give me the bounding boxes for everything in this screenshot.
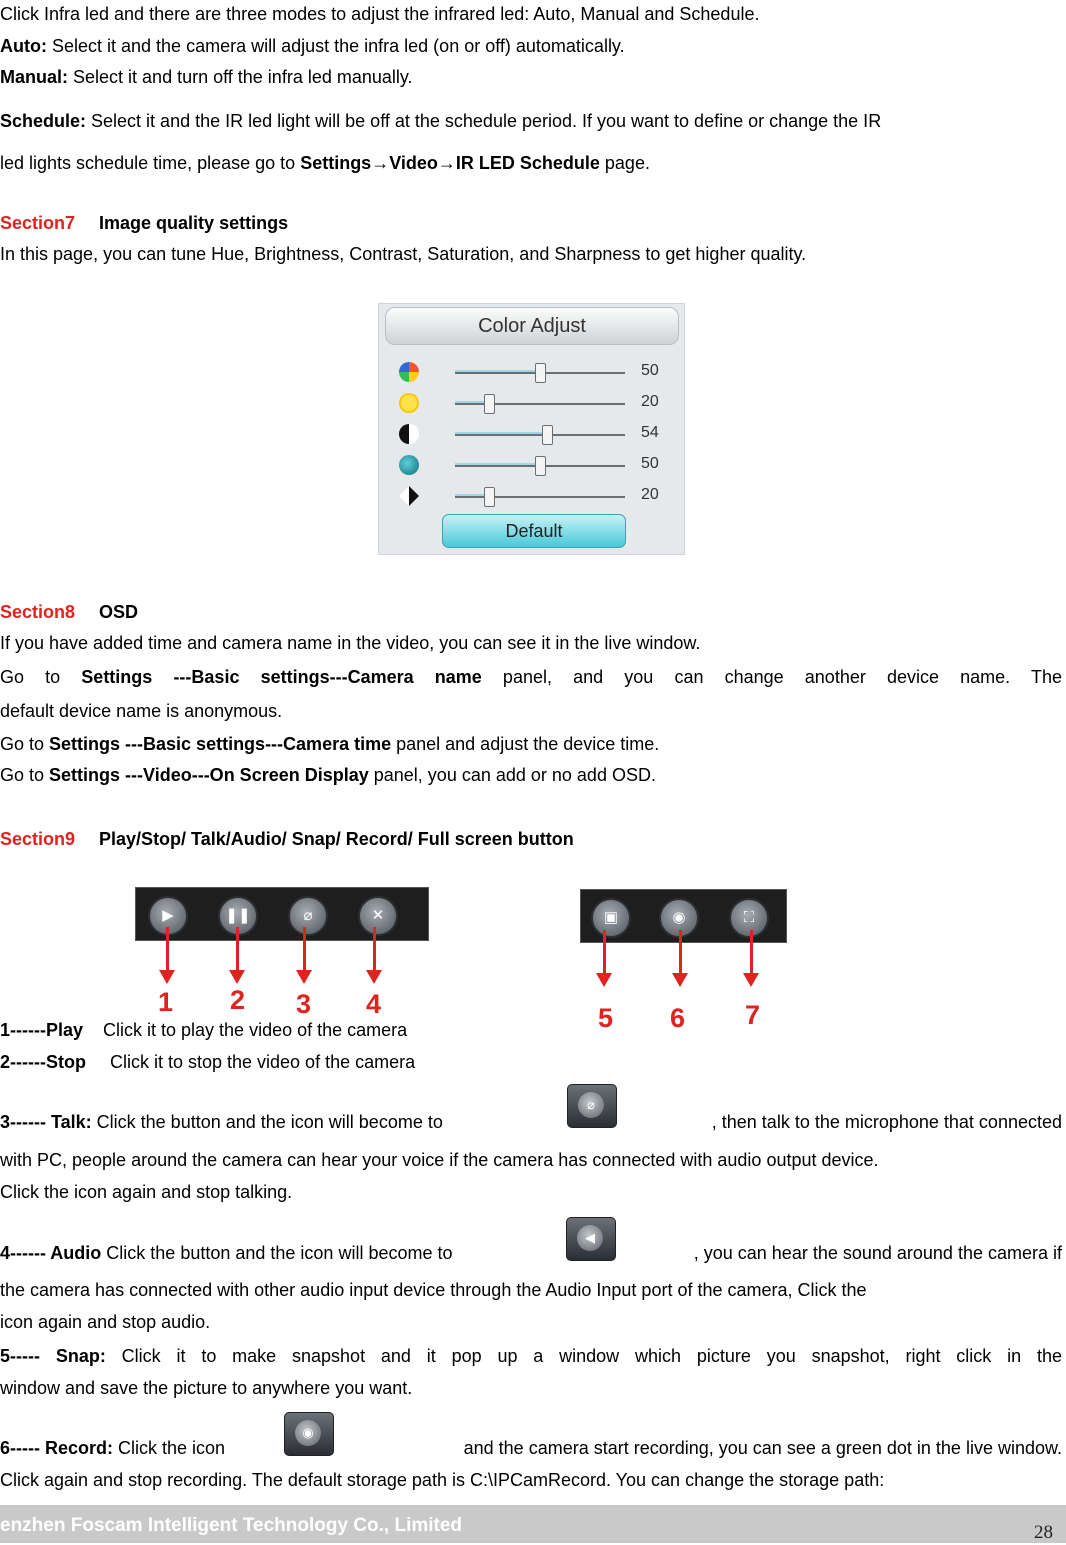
- osd-goto-1: Go to: [0, 667, 82, 687]
- arrow-head: [296, 970, 312, 984]
- arrow-head: [366, 970, 382, 984]
- microphone-icon: ⌀: [303, 907, 313, 924]
- osd-line-5: [0, 764, 1062, 786]
- stop-label: 2------Stop: [0, 1052, 86, 1072]
- talk-button[interactable]: [288, 896, 328, 936]
- pointer-arrow: [303, 927, 306, 972]
- osd-path-2: Settings ---Basic settings---Camera time: [49, 734, 392, 754]
- osd-goto-2: Go to: [0, 734, 50, 754]
- microphone-active-icon: ⌀: [567, 1084, 617, 1128]
- slider-value: 50: [641, 362, 659, 379]
- osd-line-1: [0, 632, 1062, 654]
- manual-label: Manual:: [0, 67, 69, 87]
- color-slider-row: [393, 486, 678, 508]
- section7-heading: [0, 212, 1062, 234]
- audio-text-2: , you can hear the sound around the camera if: [693, 1243, 1062, 1263]
- snap-button[interactable]: [591, 898, 631, 938]
- auto-text: Select it and the camera will adjust the infra led (on or off) automatically.: [46, 36, 625, 56]
- button-number-label: 3: [296, 989, 312, 1019]
- intro-text: Click Infra led and there are three modes to adjust the infrared led: Auto, Manual and Schedule.: [0, 4, 760, 24]
- slider-thumb[interactable]: [535, 363, 546, 383]
- manual-line: [0, 66, 1062, 88]
- speaker-active-icon: ◀: [566, 1217, 616, 1261]
- schedule-text: Select it and the IR led light will be off at the schedule period. If you want to define or change the IR: [86, 111, 882, 131]
- osd-text-2: panel, and you can change another device name. The: [481, 667, 1062, 687]
- hue-icon: [399, 362, 419, 382]
- slider-value: 20: [641, 393, 659, 410]
- record-line-2: [0, 1469, 1062, 1491]
- arrow-head: [159, 970, 175, 984]
- brightness-icon: [399, 393, 419, 413]
- audio-line-2: [0, 1279, 1062, 1301]
- section8-heading: [0, 601, 1062, 623]
- camera-icon: ▣: [603, 909, 619, 926]
- audio-line-cont: [618, 1242, 1062, 1264]
- slider-track[interactable]: [455, 434, 625, 436]
- video-camera-active-icon: ◉: [284, 1412, 334, 1456]
- intro-line: [0, 3, 1062, 25]
- snap-text-1: Click it to make snapshot and it pop up a window which picture you snapshot, right click in the: [105, 1346, 1062, 1366]
- record-text-2: and the camera start recording, you can see a green dot in the live window.: [463, 1438, 1062, 1458]
- talk-text-3: with PC, people around the camera can hear your voice if the camera has connected with audio output device.: [0, 1150, 879, 1170]
- slider-fill: [455, 463, 540, 465]
- pointer-arrow: [373, 927, 376, 972]
- sharpness-icon: [399, 486, 419, 506]
- audio-text-4: icon again and stop audio.: [0, 1312, 211, 1332]
- osd-goto-3: Go to: [0, 765, 50, 785]
- button-number-label: 6: [670, 1003, 686, 1033]
- slider-track[interactable]: [455, 496, 625, 498]
- slider-value: 54: [641, 424, 659, 441]
- pointer-arrow: [679, 930, 682, 975]
- snap-line-2: [0, 1377, 1062, 1399]
- color-slider-row: [393, 393, 678, 415]
- pause-icon: ❚❚: [225, 907, 251, 924]
- fullscreen-icon: ⛶: [743, 909, 755, 926]
- slider-fill: [455, 432, 547, 434]
- color-slider-row: [393, 455, 678, 477]
- section8-title: OSD: [99, 602, 139, 622]
- schedule-label: Schedule:: [0, 111, 87, 131]
- contrast-icon: [399, 424, 419, 444]
- osd-path-1: Settings ---Basic settings---Camera name: [81, 667, 482, 687]
- slider-fill: [455, 370, 540, 372]
- button-number-label: 4: [366, 989, 382, 1019]
- osd-line-3: [0, 700, 1062, 722]
- section9-number: Section9: [0, 829, 76, 849]
- stop-text: Click it to stop the video of the camera: [109, 1052, 416, 1072]
- talk-line-2: [0, 1149, 1062, 1171]
- talk-line-cont: [623, 1111, 1062, 1133]
- playback-toolbar: [135, 887, 429, 941]
- stop-item: [0, 1051, 1062, 1073]
- section7-number: Section7: [0, 213, 76, 233]
- section9-title: Play/Stop/ Talk/Audio/ Snap/ Record/ Full screen button: [99, 829, 574, 849]
- audio-text-3: the camera has connected with other audio input device through the Audio Input port of the camera, Click the: [0, 1280, 867, 1300]
- talk-text-2: , then talk to the microphone that connected: [711, 1112, 1062, 1132]
- osd-text-4: panel and adjust the device time.: [391, 734, 660, 754]
- record-text-1: Click the icon: [113, 1438, 226, 1458]
- audio-text-1: Click the button and the icon will become to: [101, 1243, 453, 1263]
- record-line-cont: [340, 1437, 1062, 1459]
- osd-text-3: default device name is anonymous.: [0, 701, 283, 721]
- pointer-arrow: [603, 930, 606, 975]
- button-number-label: 5: [598, 1003, 614, 1033]
- section7-text: [0, 243, 1062, 265]
- color-adjust-title: Color Adjust: [385, 307, 679, 345]
- arrow-head: [229, 970, 245, 984]
- talk-label: 3------ Talk:: [0, 1112, 92, 1132]
- osd-line-4: [0, 733, 1062, 755]
- pointer-arrow: [750, 930, 753, 975]
- snap-text-2: window and save the picture to anywhere you want.: [0, 1378, 413, 1398]
- osd-text-1: If you have added time and camera name in the video, you can see it in the live window.: [0, 633, 701, 653]
- color-adjust-panel: [378, 303, 685, 555]
- talk-line-3: [0, 1181, 1062, 1203]
- arrow-head: [672, 973, 688, 987]
- snap-line: [0, 1345, 1062, 1367]
- audio-label: 4------ Audio: [0, 1243, 102, 1263]
- slider-thumb[interactable]: [535, 456, 546, 476]
- schedule-line-2: [0, 152, 1062, 174]
- osd-line-2: [0, 666, 1062, 688]
- arrow-head: [743, 973, 759, 987]
- color-slider-row: [393, 424, 678, 446]
- osd-text-5: panel, you can add or no add OSD.: [368, 765, 656, 785]
- play-label: 1------Play: [0, 1020, 84, 1040]
- play-icon: ▶: [162, 907, 174, 924]
- audio-button[interactable]: [358, 896, 398, 936]
- section9-heading: [0, 828, 1062, 850]
- schedule-path: Settings→Video→IR LED Schedule: [300, 153, 600, 173]
- section8-number: Section8: [0, 602, 76, 622]
- slider-track[interactable]: [455, 403, 625, 405]
- section7-title: Image quality settings: [99, 213, 289, 233]
- slider-track[interactable]: [455, 372, 625, 374]
- slider-thumb[interactable]: [484, 394, 495, 414]
- slider-track[interactable]: [455, 465, 625, 467]
- speaker-icon: ✕: [371, 907, 385, 924]
- saturation-icon: [399, 455, 419, 475]
- manual-text: Select it and turn off the infra led manually.: [68, 67, 413, 87]
- video-camera-icon: ◉: [672, 909, 686, 926]
- osd-path-3: Settings ---Video---On Screen Display: [49, 765, 369, 785]
- schedule-line: [0, 110, 1062, 132]
- slider-thumb[interactable]: [542, 425, 553, 445]
- auto-line: [0, 35, 1062, 57]
- capture-toolbar: [580, 889, 787, 943]
- arrow-head: [596, 973, 612, 987]
- record-label: 6----- Record:: [0, 1438, 113, 1458]
- default-button[interactable]: Default: [442, 514, 626, 548]
- auto-label: Auto:: [0, 36, 47, 56]
- talk-text-1: Click the button and the icon will become to: [91, 1112, 443, 1132]
- snap-label: 5----- Snap:: [0, 1346, 106, 1366]
- pointer-arrow: [166, 927, 169, 972]
- footer-company: enzhen Foscam Intelligent Technology Co., Limited: [0, 1515, 463, 1536]
- fullscreen-button[interactable]: [729, 898, 769, 938]
- slider-value: 50: [641, 455, 659, 472]
- button-number-label: 2: [230, 985, 246, 1015]
- schedule-text-3: page.: [599, 153, 650, 173]
- record-text-3: Click again and stop recording. The default storage path is C:\IPCamRecord. You can change the storage path:: [0, 1470, 885, 1490]
- slider-thumb[interactable]: [484, 487, 495, 507]
- play-item: [0, 1019, 1062, 1041]
- page-number: 28: [1034, 1522, 1053, 1543]
- section7-description: In this page, you can tune Hue, Brightness, Contrast, Saturation, and Sharpness to get higher quality.: [0, 244, 807, 264]
- talk-text-4: Click the icon again and stop talking.: [0, 1182, 293, 1202]
- button-number-label: 1: [158, 987, 174, 1017]
- color-slider-row: [393, 362, 678, 384]
- schedule-text-2: led lights schedule time, please go to: [0, 153, 301, 173]
- play-text: Click it to play the video of the camera: [103, 1020, 408, 1040]
- slider-value: 20: [641, 486, 659, 503]
- pointer-arrow: [236, 927, 239, 972]
- audio-line-3: [0, 1311, 1062, 1333]
- button-number-label: 7: [745, 1000, 761, 1030]
